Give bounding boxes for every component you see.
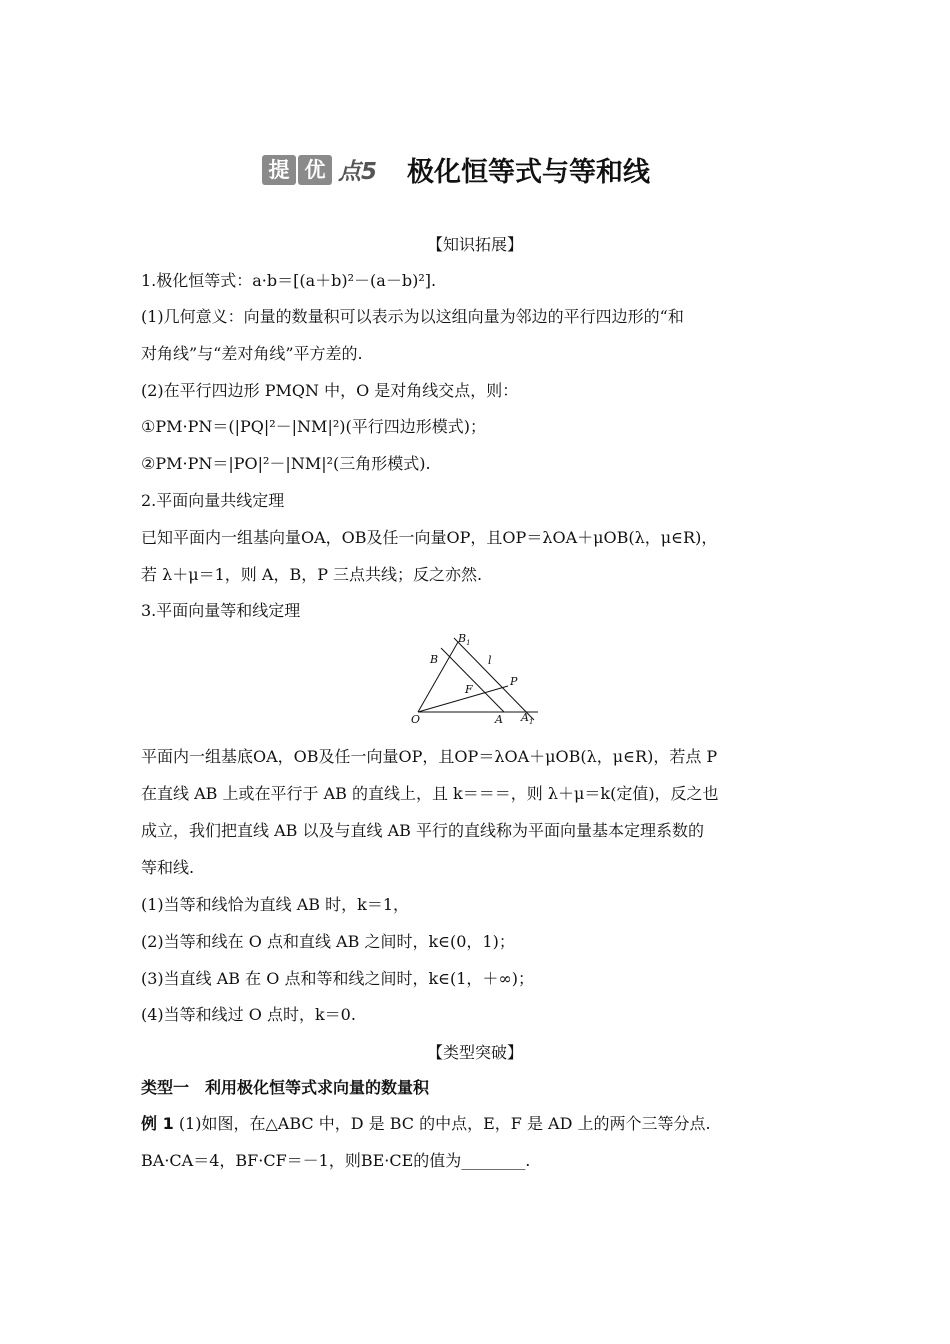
text-line: 2.平面向量共线定理	[141, 491, 285, 510]
text-line: 若 λ＋μ＝1，则 A，B，P 三点共线；反之亦然.	[141, 565, 483, 584]
figure-label-a: A	[495, 713, 503, 726]
section-types-heading: 【类型突破】	[426, 1043, 523, 1062]
example-label: 例 1	[141, 1114, 174, 1133]
text-line: (1)几何意义：向量的数量积可以表示为以这组向量为邻边的平行四边形的“和	[141, 307, 684, 326]
figure-label-a1: $A_1$	[521, 711, 534, 726]
title-badge-2: 优	[298, 155, 332, 185]
text-line: 3.平面向量等和线定理	[141, 601, 301, 620]
type1-heading: 类型一 利用极化恒等式求向量的数量积	[141, 1078, 430, 1097]
section-knowledge-heading: 【知识拓展】	[426, 235, 523, 254]
figure-line-l	[454, 638, 534, 720]
text-line: (2)在平行四边形 PMQN 中，O 是对角线交点，则：	[141, 381, 519, 400]
text-line: 成立，我们把直线 AB 以及与直线 AB 平行的直线称为平面向量基本定理系数的	[141, 821, 704, 840]
text-line: (4)当等和线过 O 点时，k＝0.	[141, 1005, 356, 1024]
figure-label-b1: $B_1$	[458, 632, 471, 647]
example1-line1	[141, 1111, 711, 1134]
title-badge-1: 提	[262, 155, 296, 185]
figure-line-op	[418, 686, 508, 712]
figure-label-b: B	[430, 653, 439, 666]
text-line: (2)当等和线在 O 点和直线 AB 之间时，k∈(0，1)；	[141, 932, 515, 951]
text-line: ①PM·PN＝(|PQ|²－|NM|²)(平行四边形模式)；	[141, 417, 486, 436]
figure-label-f: F	[465, 683, 473, 696]
figure-label-o: O	[411, 713, 421, 726]
text-line: (1)当等和线恰为直线 AB 时，k＝1，	[141, 895, 410, 914]
text-line: 已知平面内一组基向量OA，OB及任一向量OP，且OP＝λOA＋μOB(λ，μ∈R)，	[141, 528, 718, 547]
text-line: 对角线”与“差对角线”平方差的.	[141, 344, 363, 363]
text-line: 等和线.	[141, 858, 195, 877]
text-line: 1.极化恒等式：a·b＝[(a＋b)²－(a－b)²].	[141, 271, 437, 290]
figure-label-l: l	[488, 654, 492, 667]
example1-line2: BA·CA＝4，BF·CF＝－1，则BE·CE的值为________.	[141, 1151, 531, 1170]
example-text: (1)如图，在△ABC 中，D 是 BC 的中点，E，F 是 AD 上的两个三等分点.	[178, 1114, 711, 1133]
text-line: (3)当直线 AB 在 O 点和等和线之间时，k∈(1，＋∞)；	[141, 969, 534, 988]
title-text: 极化恒等式与等和线	[407, 157, 651, 188]
figure-label-p: P	[510, 675, 518, 688]
title-badge-tail: 点5	[338, 159, 378, 185]
text-line: 平面内一组基底OA，OB及任一向量OP，且OP＝λOA＋μOB(λ，μ∈R)，若点 P	[141, 747, 718, 766]
equal-sum-line-figure	[406, 630, 546, 730]
text-line: 在直线 AB 上或在平行于 AB 的直线上，且 k＝＝＝，则 λ＋μ＝k(定值)，反之也	[141, 784, 719, 803]
page-title	[262, 150, 650, 189]
text-line: ②PM·PN＝|PO|²－|NM|²(三角形模式).	[141, 454, 431, 473]
